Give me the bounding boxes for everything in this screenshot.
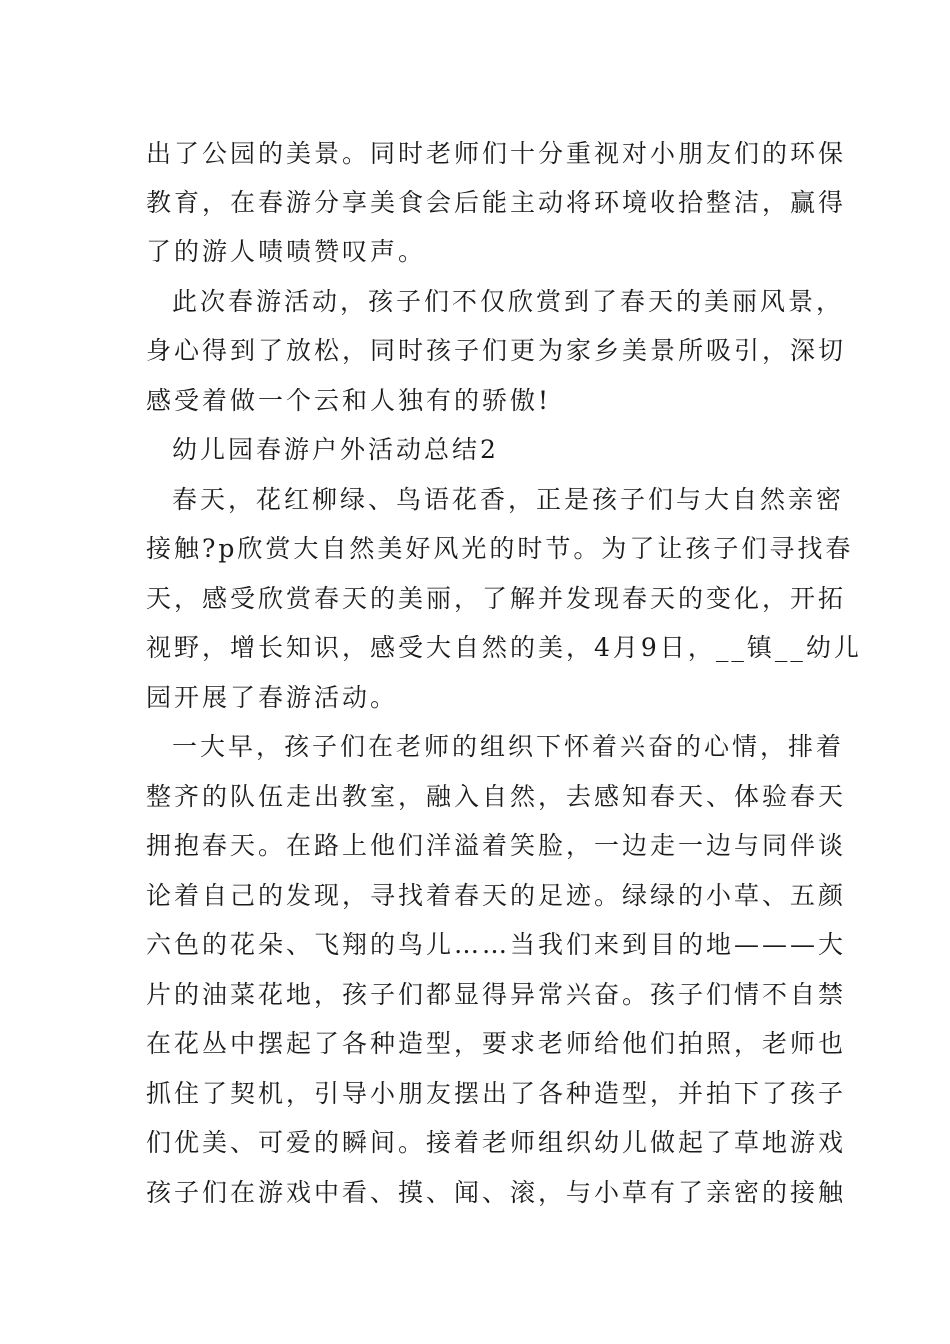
body-text-line: 六色的花朵、飞翔的鸟儿……当我们来到目的地———大 bbox=[146, 930, 847, 959]
body-text-line: 感受着做一个云和人独有的骄傲! bbox=[146, 386, 552, 415]
body-text-line: 天，感受欣赏春天的美丽，了解并发现春天的变化，开拓 bbox=[146, 584, 847, 613]
body-text-line: 此次春游活动，孩子们不仅欣赏到了春天的美丽风景， bbox=[172, 287, 845, 316]
body-text-line: 们优美、可爱的瞬间。接着老师组织幼儿做起了草地游戏 bbox=[146, 1128, 847, 1157]
body-text-line: 片的油菜花地，孩子们都显得异常兴奋。孩子们情不自禁 bbox=[146, 980, 847, 1009]
body-text-line: 身心得到了放松，同时孩子们更为家乡美景所吸引，深切 bbox=[146, 336, 847, 365]
body-text-line: 出了公园的美景。同时老师们十分重视对小朋友们的环保 bbox=[146, 139, 847, 168]
body-text-line: 整齐的队伍走出教室，融入自然，去感知春天、体验春天 bbox=[146, 782, 847, 811]
body-text-line: 园开展了春游活动。 bbox=[146, 683, 399, 712]
section-heading: 幼儿园春游户外活动总结2 bbox=[172, 435, 499, 464]
body-text-line: 教育，在春游分享美食会后能主动将环境收拾整洁，赢得 bbox=[146, 188, 847, 217]
body-text-line: 论着自己的发现，寻找着春天的足迹。绿绿的小草、五颜 bbox=[146, 881, 847, 910]
body-text-line: 拥抱春天。在路上他们洋溢着笑脸，一边走一边与同伴谈 bbox=[146, 831, 847, 860]
body-text-line: 了的游人啧啧赞叹声。 bbox=[146, 237, 427, 266]
body-text-line: 抓住了契机，引导小朋友摆出了各种造型，并拍下了孩子 bbox=[146, 1079, 847, 1108]
body-text-line: 在花丛中摆起了各种造型，要求老师给他们拍照，老师也 bbox=[146, 1029, 847, 1058]
body-text-line: 视野，增长知识，感受大自然的美，4月9日，__镇__幼儿 bbox=[146, 633, 862, 662]
body-text-line: 孩子们在游戏中看、摸、闻、滚，与小草有了亲密的接触 bbox=[146, 1178, 847, 1207]
body-text-line: 接触?p欣赏大自然美好风光的时节。为了让孩子们寻找春 bbox=[146, 534, 854, 563]
body-text-line: 春天，花红柳绿、鸟语花香，正是孩子们与大自然亲密 bbox=[172, 485, 845, 514]
body-text-line: 一大早，孩子们在老师的组织下怀着兴奋的心情，排着 bbox=[172, 732, 845, 761]
